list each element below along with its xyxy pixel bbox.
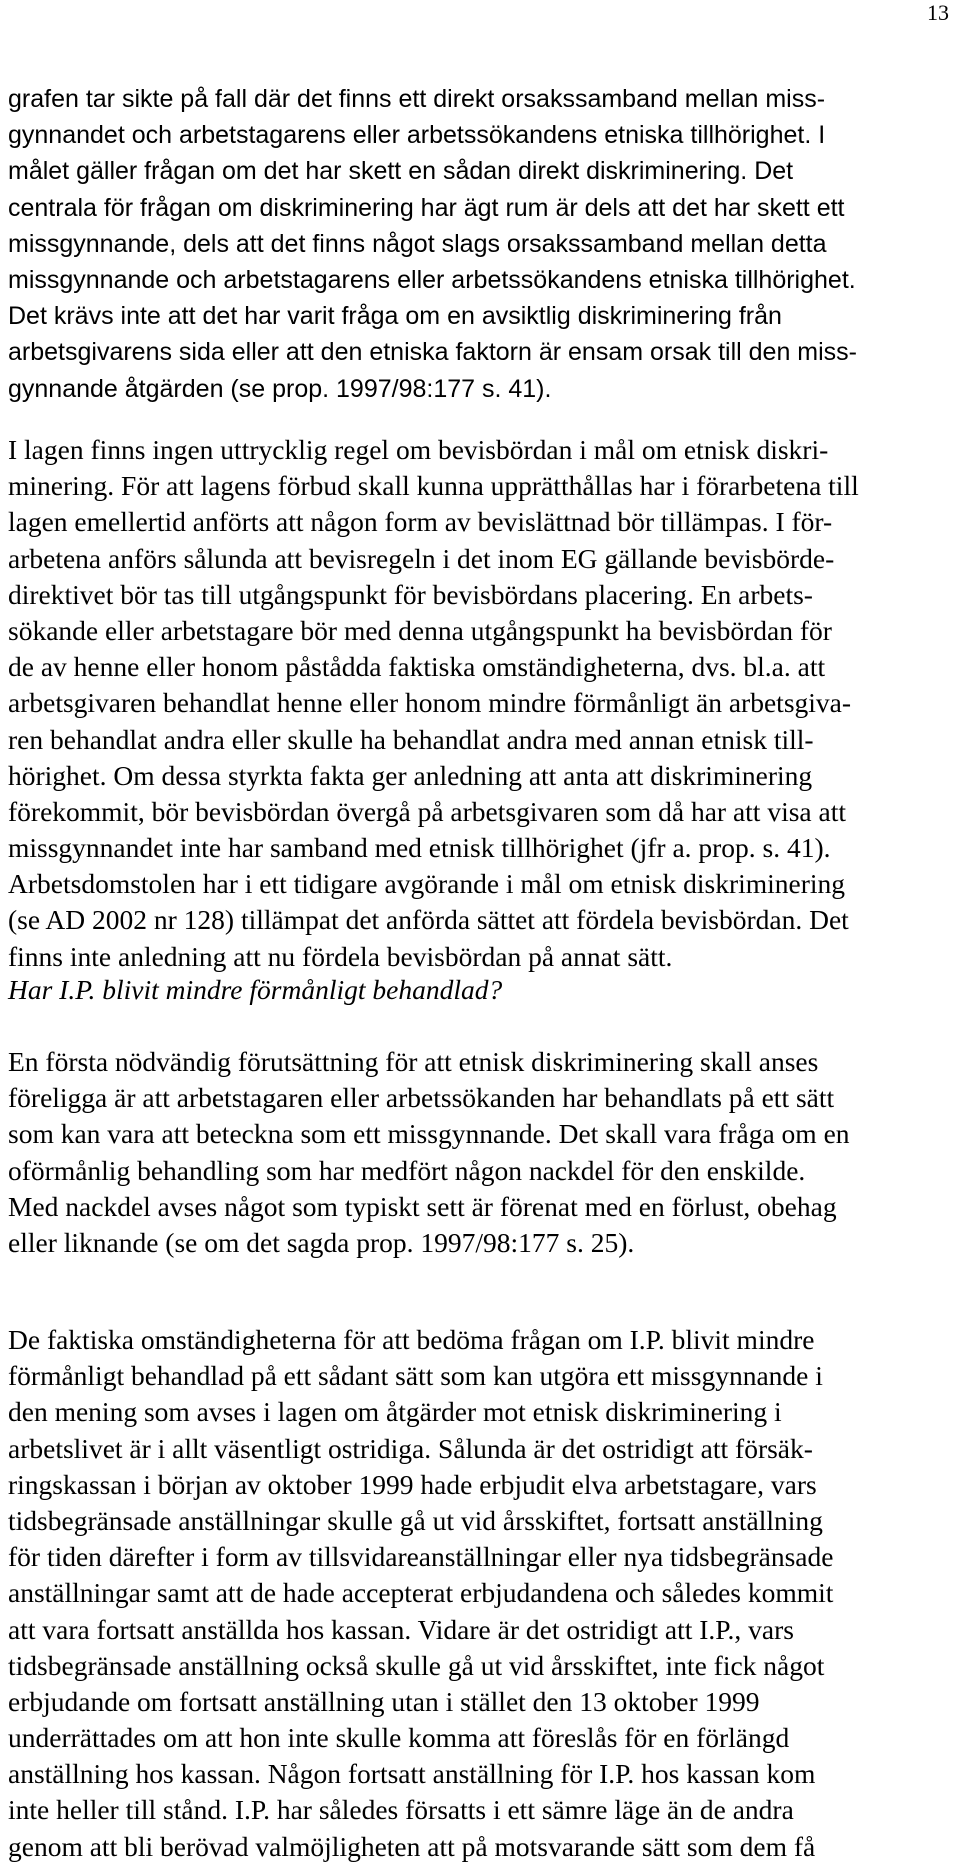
text-line: grafen tar sikte på fall där det finns ett direkt orsakssamband mellan miss- xyxy=(8,85,826,113)
text-line: genom att bli berövad valmöjligheten att på motsvarande sätt som dem få xyxy=(8,1830,816,1862)
text-line: eller liknande (se om det sagda prop. 1997/98:177 s. 25). xyxy=(8,1226,635,1258)
text-line: sökande eller arbetstagare bör med denna utgångspunkt ha bevisbördan för xyxy=(8,614,832,646)
text-line: De faktiska omständigheterna för att bedöma frågan om I.P. blivit mindre xyxy=(8,1324,815,1355)
text-line: missgynnande och arbetstagarens eller arbetssökandens etniska tillhörighet. xyxy=(8,265,856,294)
text-line: missgynnande, dels att det finns något slags orsakssamband mellan detta xyxy=(8,229,827,258)
text-line: arbetsgivaren behandlat henne eller honom mindre förmånligt än arbetsgiva- xyxy=(8,687,852,719)
text-line: lagen emellertid anförts att någon form av bevislättnad bör tillämpas. I för- xyxy=(8,506,833,538)
text-line: Det krävs inte att det har varit fråga om en avsiktlig diskriminering från xyxy=(8,302,782,331)
heading-text: Har I.P. blivit mindre förmånligt behandlad? xyxy=(8,974,503,1005)
text-line: förekommit, bör bevisbördan övergå på arbetsgivaren som då har att visa att xyxy=(8,795,846,827)
text-line: föreligga är att arbetstagaren eller arbetssökanden har behandlats på ett sätt xyxy=(8,1082,835,1114)
text-line: målet gäller frågan om det har skett en sådan direkt diskriminering. Det xyxy=(8,157,794,186)
text-line: missgynnandet inte har samband med etnisk tillhörighet (jfr a. prop. s. 41). xyxy=(8,832,831,864)
text-line: anställning hos kassan. Någon fortsatt anställning för I.P. hos kassan kom xyxy=(8,1758,816,1790)
text-line: inte heller till stånd. I.P. har således försatts i ett sämre läge än de andra xyxy=(8,1794,794,1826)
text-line: ringskassan i början av oktober 1999 hade erbjudit elva arbetstagare, vars xyxy=(8,1468,817,1500)
text-line: erbjudande om fortsatt anställning utan i stället den 13 oktober 1999 xyxy=(8,1685,760,1717)
paragraph-facts xyxy=(8,1322,958,1865)
text-line: anställningar samt att de hade accepterat erbjudandena och således kommit xyxy=(8,1577,834,1609)
text-line: som kan vara att beteckna som ett missgynnande. Det skall vara fråga om en xyxy=(8,1118,850,1150)
text-line: tidsbegränsade anställning också skulle gå ut vid årsskiftet, inte fick något xyxy=(8,1649,825,1681)
text-line: de av henne eller honom påstådda faktiska omständigheterna, dvs. bl.a. att xyxy=(8,651,826,683)
text-line: direktivet bör tas till utgångspunkt för bevisbördans placering. En arbets- xyxy=(8,578,813,610)
text-line: underrättades om att hon inte skulle komma att föreslås för en förlängd xyxy=(8,1722,790,1754)
text-line: gynnande åtgärden (se prop. 1997/98:177 s. 41). xyxy=(8,374,552,403)
text-line: arbetslivet är i allt väsentligt ostridiga. Sålunda är det ostridigt att försäk- xyxy=(8,1432,813,1464)
text-line: Med nackdel avses något som typiskt sett är förenat med en förlust, obehag xyxy=(8,1190,837,1222)
text-line: arbetena anförs sålunda att bevisregeln i det inom EG gällande bevisbörde- xyxy=(8,542,835,574)
text-line: centrala för frågan om diskriminering har ägt rum är dels att det har skett ett xyxy=(8,193,845,222)
paragraph-first-condition xyxy=(8,1044,958,1261)
text-line: Arbetsdomstolen har i ett tidigare avgörande i mål om etnisk diskriminering xyxy=(8,868,846,900)
text-line: I lagen finns ingen uttrycklig regel om bevisbördan i mål om etnisk diskri- xyxy=(8,434,829,465)
paragraph-burden-of-proof xyxy=(8,432,958,975)
text-line: den mening som avses i lagen om åtgärder mot etnisk diskriminering i xyxy=(8,1396,782,1428)
text-line: ren behandlat andra eller skulle ha behandlat andra med annan etnisk till- xyxy=(8,723,814,755)
text-line: förmånligt behandlad på ett sådant sätt som kan utgöra ett missgynnande i xyxy=(8,1360,823,1392)
text-line: tidsbegränsade anställningar skulle gå ut vid årsskiftet, fortsatt anställning xyxy=(8,1504,823,1536)
text-line: för tiden därefter i form av tillsvidareanställningar eller nya tidsbegränsade xyxy=(8,1541,834,1573)
text-line: oförmånlig behandling som har medfört någon nackdel för den enskilde. xyxy=(8,1154,806,1186)
text-line: att vara fortsatt anställda hos kassan. Vidare är det ostridigt att I.P., vars xyxy=(8,1613,794,1645)
text-line: (se AD 2002 nr 128) tillämpat det anförda sättet att fördela bevisbördan. Det xyxy=(8,904,849,936)
text-line: minering. För att lagens förbud skall kunna upprätthållas har i förarbetena till xyxy=(8,470,859,502)
text-line: En första nödvändig förutsättning för att etnisk diskriminering skall anses xyxy=(8,1046,819,1077)
text-line: finns inte anledning att nu fördela bevisbördan på annat sätt. xyxy=(8,940,673,972)
text-line: gynnandet och arbetstagarens eller arbetssökandens etniska tillhörighet. I xyxy=(8,121,826,150)
page-number: 13 xyxy=(927,0,949,25)
text-line: hörighet. Om dessa styrkta fakta ger anledning att anta att diskriminering xyxy=(8,759,813,791)
section-heading xyxy=(8,972,958,1008)
text-line: arbetsgivarens sida eller att den etniska faktorn är ensam orsak till den miss- xyxy=(8,338,857,367)
paragraph-direct-discrimination xyxy=(8,81,958,407)
